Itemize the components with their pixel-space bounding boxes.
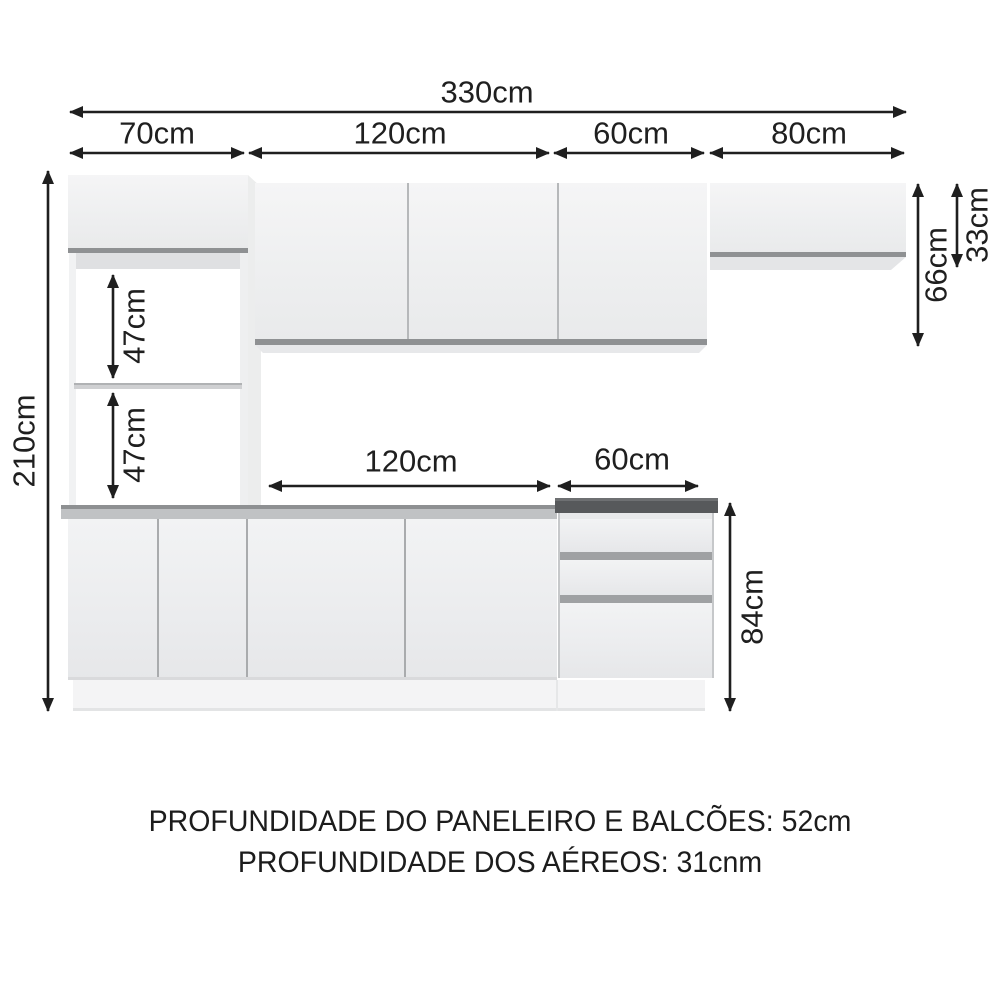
label-counter-120: 120cm	[364, 443, 458, 479]
label-niche-top: 47cm	[116, 288, 152, 364]
footnote-depth-wall: PROFUNDIDADE DOS AÉREOS: 31cnm	[237, 846, 763, 879]
wall-cabinet-seam-2	[557, 183, 559, 339]
drawer-separator-1	[560, 552, 712, 560]
drawer-unit-right-edge	[712, 513, 714, 678]
label-segment-70: 70cm	[119, 115, 195, 151]
base-doors	[68, 519, 557, 680]
pantry-shelf-edge	[74, 383, 242, 385]
drawer-3	[560, 603, 712, 678]
wall-cabinet-short-door	[710, 183, 906, 253]
pantry-top-door	[68, 175, 248, 249]
drawer-2	[560, 560, 712, 595]
countertop-dark-highlight	[555, 498, 718, 501]
wall-cabinet-doors	[255, 183, 707, 339]
base-door-seam-1	[157, 519, 159, 680]
label-segment-60: 60cm	[593, 115, 669, 151]
base-door-seam-2	[246, 519, 248, 680]
drawer-top-rail	[558, 513, 714, 519]
label-segment-120: 120cm	[353, 115, 447, 151]
label-base-84: 84cm	[734, 569, 770, 645]
label-counter-60: 60cm	[594, 441, 670, 477]
plinth-seam	[556, 680, 558, 711]
label-total-height: 210cm	[6, 394, 42, 488]
wall-cabinet-bottom-shadow	[255, 345, 707, 353]
countertop-light-edge	[61, 505, 557, 509]
label-aereo-33: 33cm	[959, 187, 995, 263]
footnote-depth-pantry: PROFUNDIDADE DO PANELEIRO E BALCÕES: 52cm	[148, 805, 852, 838]
pantry-niche	[69, 253, 248, 506]
wall-cabinet-seam-1	[407, 183, 409, 339]
label-niche-bottom: 47cm	[116, 407, 152, 483]
label-segment-80: 80cm	[771, 115, 847, 151]
pantry-top-trim	[68, 248, 248, 253]
label-aereo-66: 66cm	[918, 227, 954, 303]
plinth-bottom-edge	[73, 708, 705, 711]
drawer-separator-2	[560, 595, 712, 603]
wall-cabinets-tall	[255, 183, 707, 353]
wall-cabinet-short-bottom-shadow	[710, 257, 906, 270]
base-door-seam-3	[404, 519, 406, 680]
pantry-niche-top-shadow	[69, 253, 248, 269]
wall-cabinet-short-trim	[710, 252, 906, 257]
plinth	[73, 680, 705, 711]
drawer-unit-left-edge	[558, 513, 560, 678]
label-total-width: 330cm	[440, 74, 534, 110]
base-doors-bottom-edge	[68, 677, 557, 680]
pantry-niche-right-wall	[240, 253, 248, 506]
wall-cabinet-trim	[255, 339, 707, 345]
pantry-tower	[68, 175, 261, 506]
base-cabinets	[61, 498, 718, 711]
wall-cabinet-short	[710, 183, 906, 270]
drawer-unit	[555, 498, 718, 678]
drawer-1	[560, 519, 712, 552]
pantry-niche-left-wall	[69, 253, 76, 506]
